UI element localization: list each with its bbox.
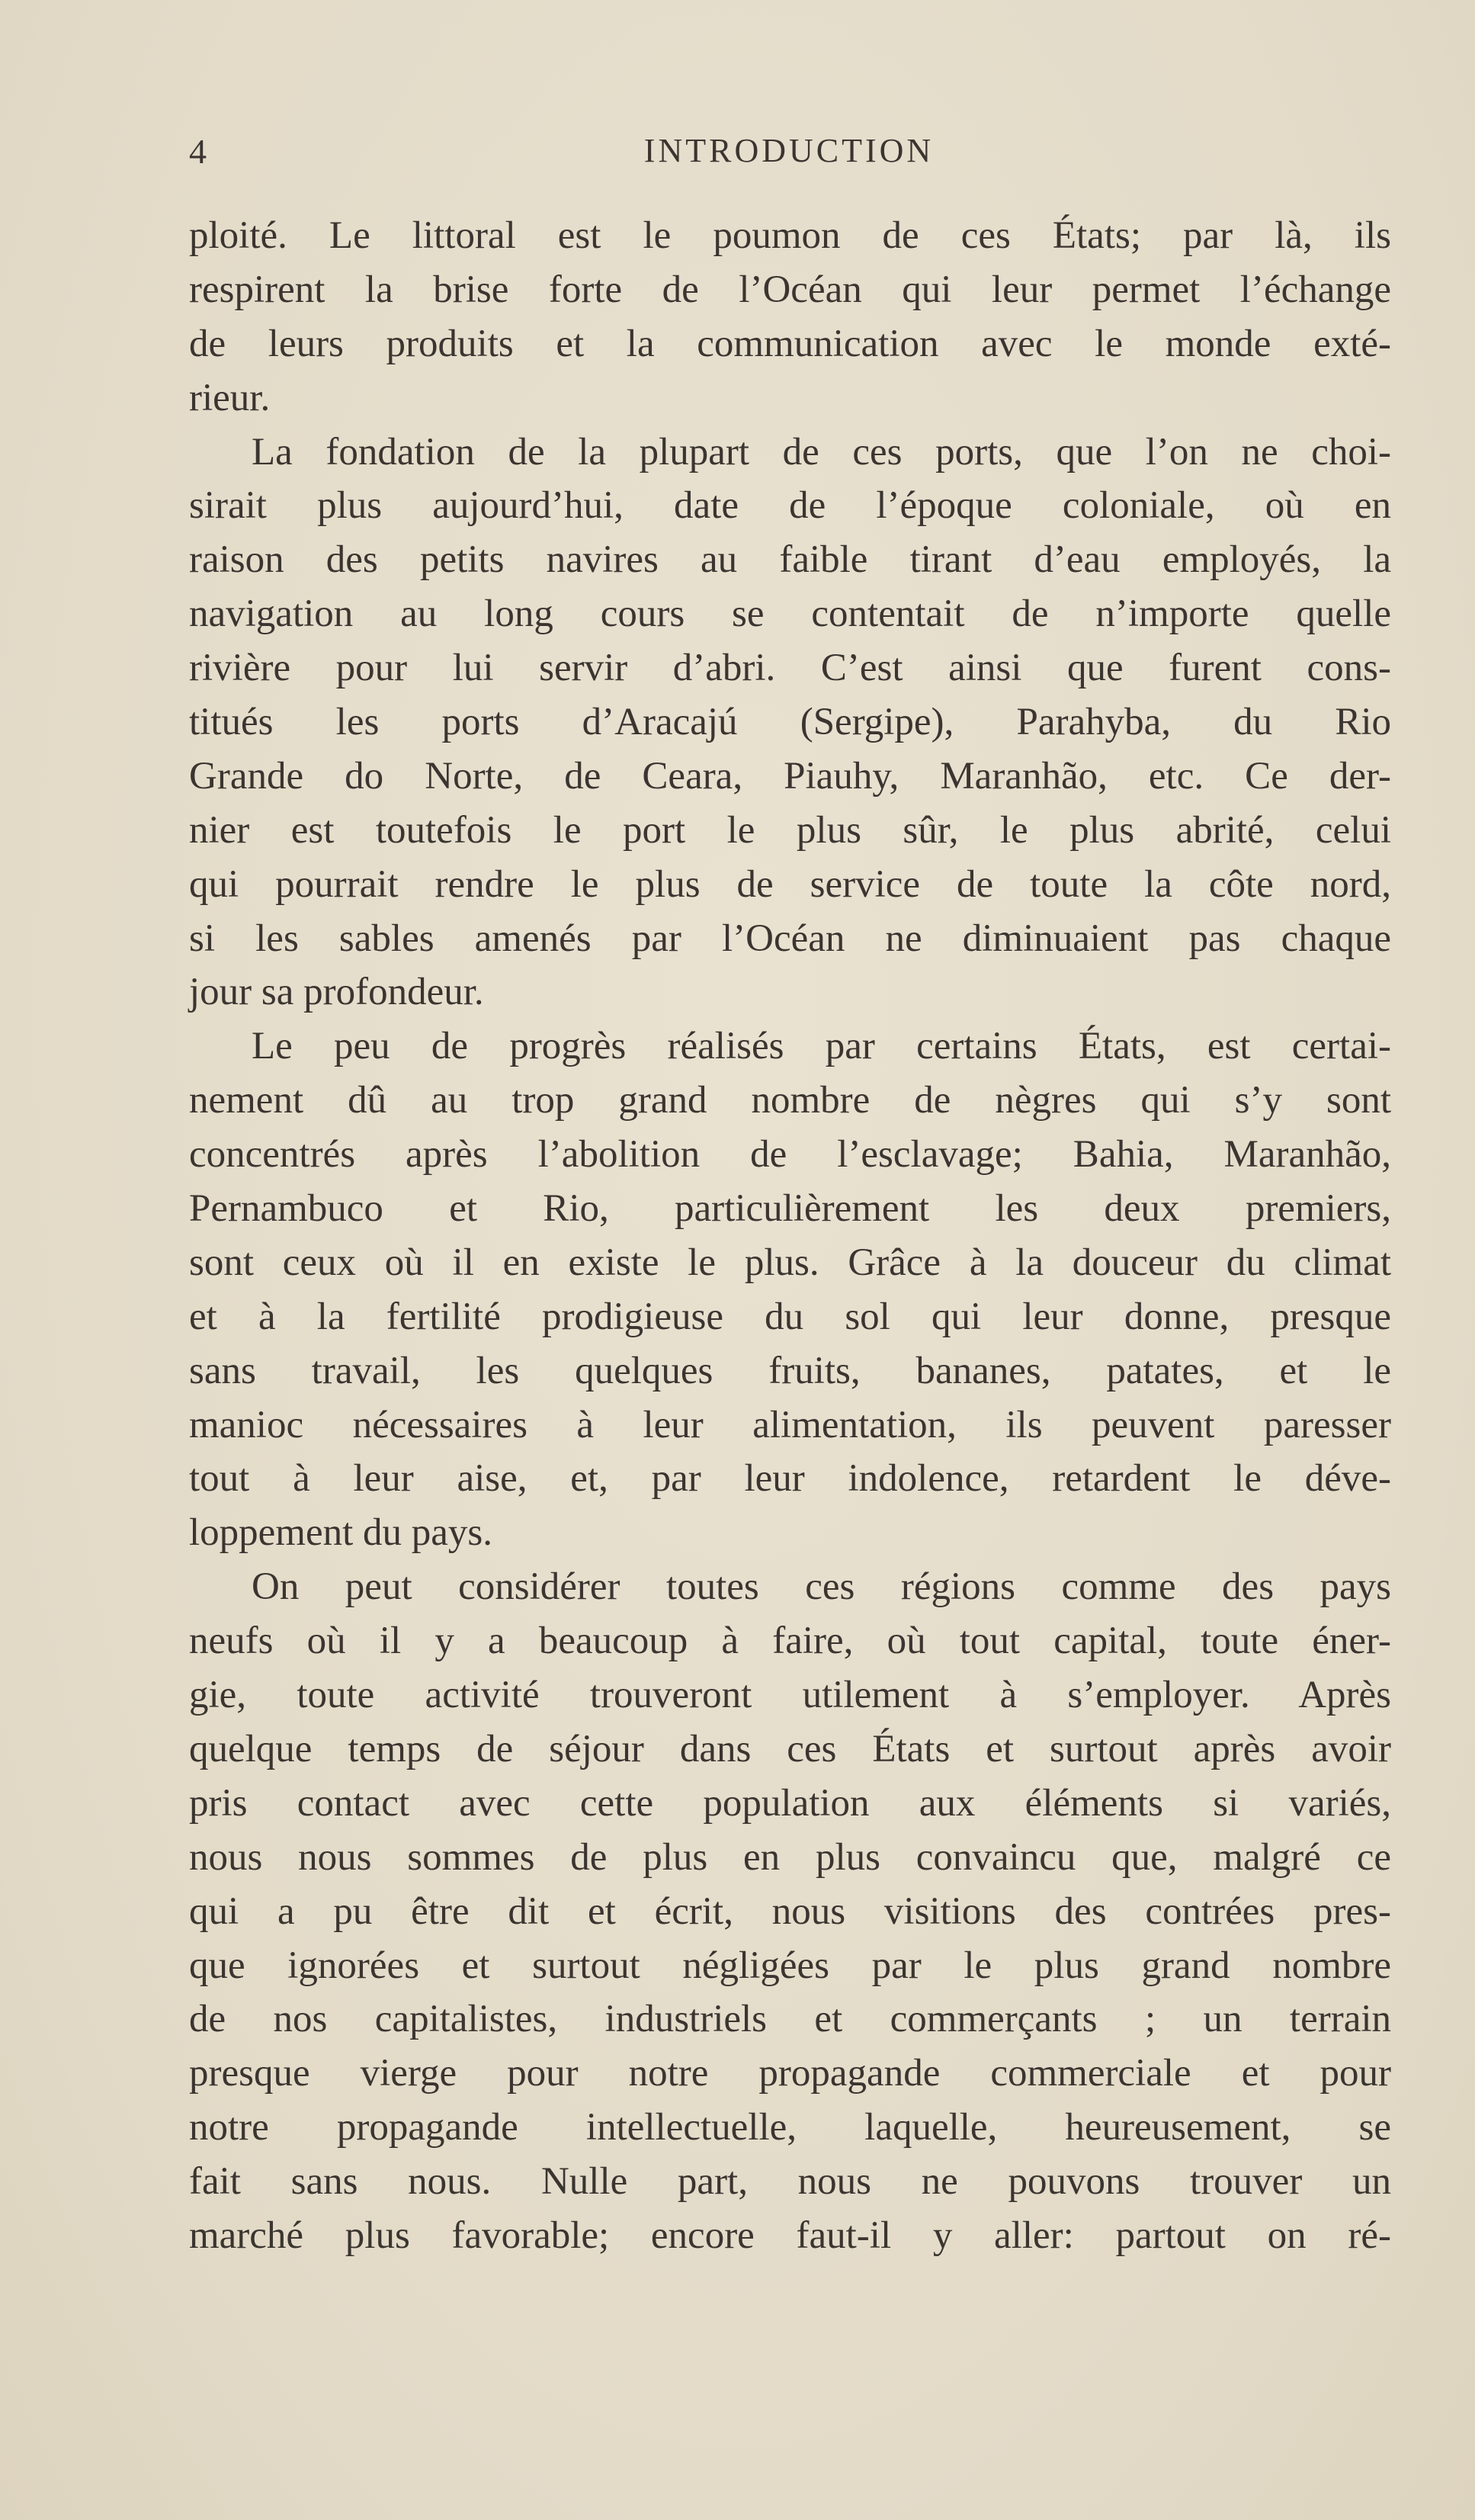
text-line: Pernambuco et Rio, particulièrement les deux premiers, — [189, 1187, 1391, 1231]
text-line: respirent la brise forte de l’Océan qui leur permet l’échange — [189, 268, 1391, 311]
text-line: quelque temps de séjour dans ces États et surtout après avoir — [189, 1727, 1391, 1770]
text-line: rivière pour lui servir d’abri. C’est ainsi que furent cons- — [189, 647, 1391, 690]
text-line: Grande do Norte, de Ceara, Piauhy, Maranhão, etc. Ce der- — [189, 754, 1391, 798]
text-line: La fondation de la plupart de ces ports, que l’on ne choi- — [252, 430, 1391, 474]
text-line: presque vierge pour notre propagande commerciale et pour — [189, 2052, 1391, 2095]
text-line: manioc nécessaires à leur alimentation, ils peuvent paresser — [189, 1403, 1391, 1446]
page-number: 4 — [189, 132, 207, 171]
text-line: qui a pu être dit et écrit, nous visitions des contrées pres- — [189, 1889, 1391, 1933]
text-line: de leurs produits et la communication avec le monde exté- — [189, 322, 1391, 365]
text-line: sirait plus aujourd’hui, date de l’époque coloniale, où en — [189, 484, 1391, 528]
text-line: Le peu de progrès réalisés par certains États, est certai- — [252, 1025, 1391, 1068]
text-line: loppement du pays. — [189, 1511, 493, 1555]
text-line: On peut considérer toutes ces régions comme des pays — [252, 1565, 1391, 1609]
text-line: navigation au long cours se contentait de n’importe quelle — [189, 592, 1391, 636]
text-line: sans travail, les quelques fruits, bananes, patates, et le — [189, 1349, 1391, 1392]
text-line: raison des petits navires au faible tirant d’eau employés, la — [189, 538, 1391, 582]
text-line: que ignorées et surtout négligées par le plus grand nombre — [189, 1944, 1391, 1987]
text-line: si les sables amenés par l’Océan ne diminuaient pas chaque — [189, 917, 1391, 960]
text-line: concentrés après l’abolition de l’esclavage; Bahia, Maranhão, — [189, 1133, 1391, 1177]
text-line: ploité. Le littoral est le poumon de ces États; par là, ils — [189, 214, 1391, 257]
text-line: tout à leur aise, et, par leur indolence, retardent le déve- — [189, 1457, 1391, 1501]
text-line: jour sa profondeur. — [189, 971, 484, 1014]
text-line: qui pourrait rendre le plus de service de toute la côte nord, — [189, 862, 1391, 906]
text-line: et à la fertilité prodigieuse du sol qui leur donne, presque — [189, 1295, 1391, 1338]
text-line: rieur. — [189, 376, 271, 419]
text-line: marché plus favorable; encore faut-il y aller: partout on ré- — [189, 2213, 1391, 2257]
text-line: de nos capitalistes, industriels et commerçants ; un terrain — [189, 1998, 1391, 2041]
running-title: INTRODUCTION — [643, 132, 935, 169]
text-line: nier est toutefois le port le plus sûr, le plus abrité, celui — [189, 808, 1391, 852]
text-line: neufs où il y a beaucoup à faire, où tout capital, toute éner- — [189, 1620, 1391, 1663]
text-line: fait sans nous. Nulle part, nous ne pouvons trouver un — [189, 2160, 1391, 2204]
text-line: nous nous sommes de plus en plus convaincu que, malgré ce — [189, 1835, 1391, 1879]
text-line: notre propagande intellectuelle, laquelle, heureusement, se — [189, 2106, 1391, 2149]
text-line: sont ceux où il en existe le plus. Grâce à la douceur du climat — [189, 1241, 1391, 1284]
text-line: pris contact avec cette population aux éléments si variés, — [189, 1781, 1391, 1825]
text-line: titués les ports d’Aracajú (Sergipe), Parahyba, du Rio — [189, 701, 1391, 744]
text-line: gie, toute activité trouveront utilement à s’employer. Après — [189, 1674, 1391, 1717]
body-text — [189, 209, 1391, 2263]
text-line: nement dû au trop grand nombre de nègres qui s’y sont — [189, 1079, 1391, 1122]
